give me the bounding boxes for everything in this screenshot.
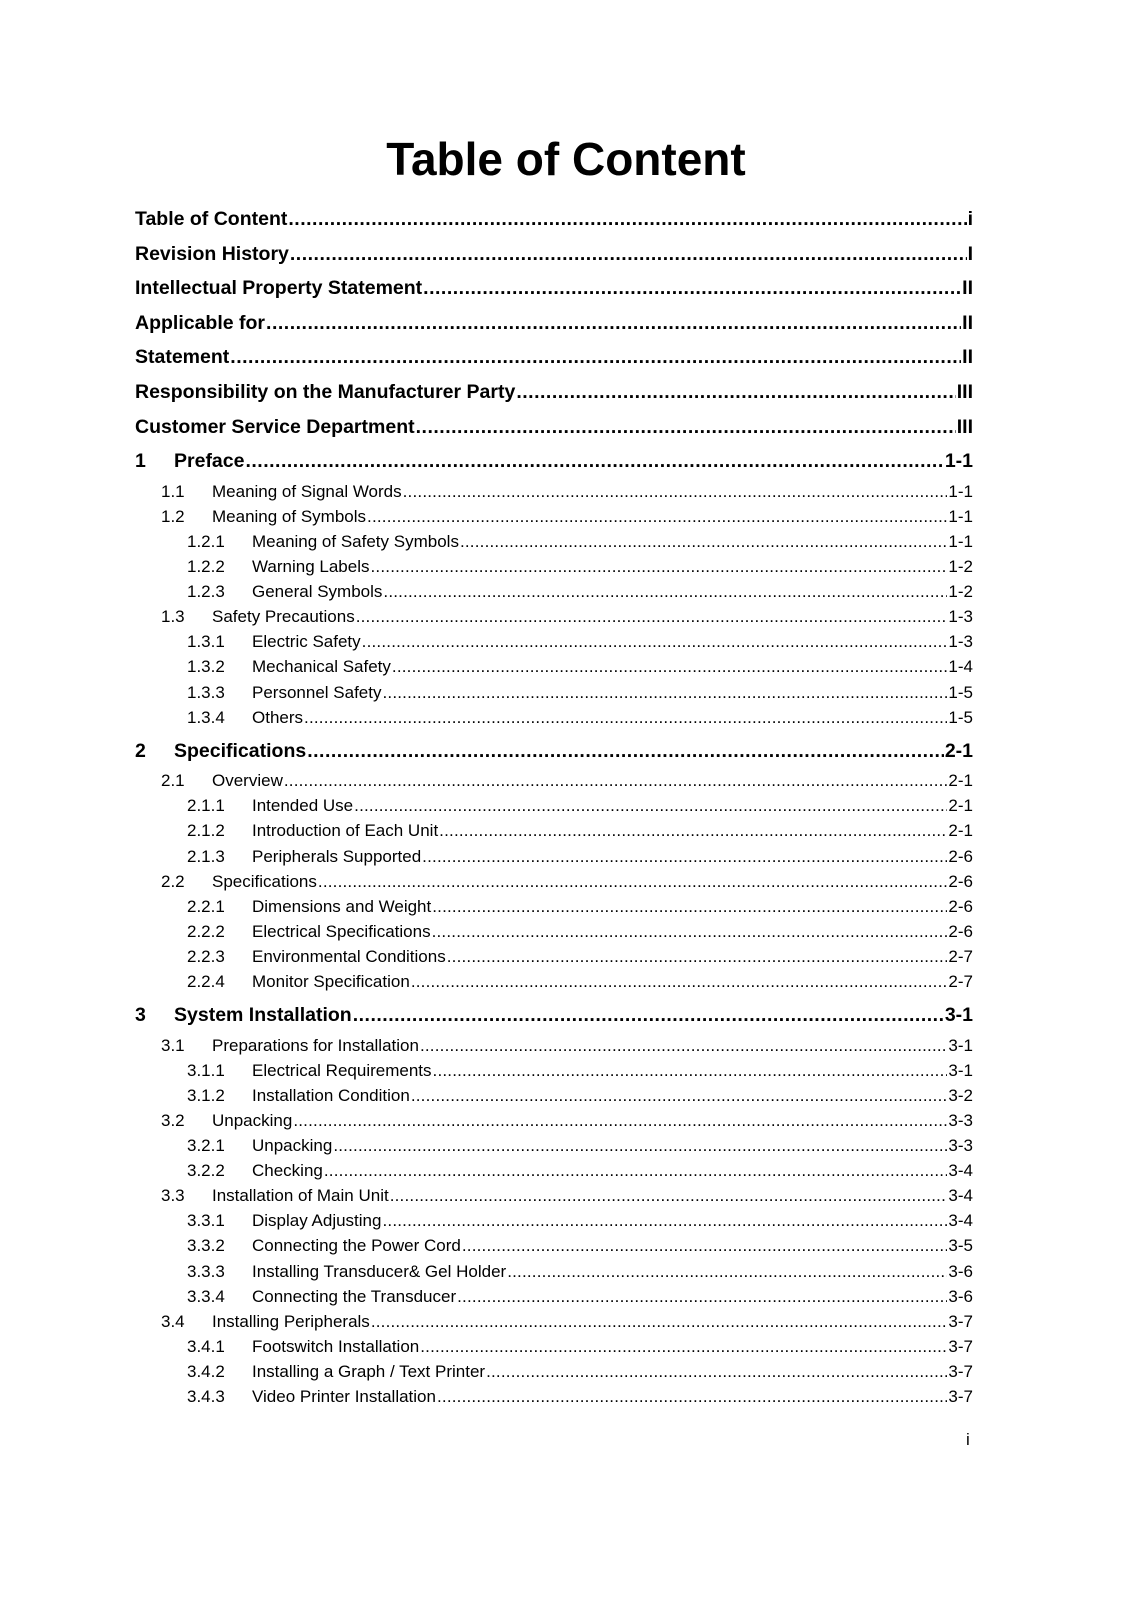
toc-entry[interactable] [135, 1183, 973, 1208]
toc-entry-title: Installation Condition [252, 1085, 410, 1105]
dot-leader [284, 768, 948, 793]
dot-leader [293, 1108, 947, 1133]
toc-entry[interactable] [135, 919, 973, 944]
toc-entry-page: 3-7 [948, 1311, 973, 1331]
toc-entry-title: Environmental Conditions [252, 946, 446, 966]
toc-entry-title: Installing Peripherals [212, 1311, 370, 1331]
toc-entry-title: Preparations for Installation [212, 1035, 419, 1055]
toc-entry[interactable] [135, 894, 973, 919]
toc-entry[interactable] [135, 998, 973, 1033]
toc-entry[interactable] [135, 1334, 973, 1359]
dot-leader [307, 734, 944, 769]
dot-leader [333, 1133, 947, 1158]
toc-entry-title: Monitor Specification [252, 972, 410, 992]
toc-entry-page: 2-1 [948, 771, 973, 791]
toc-entry[interactable] [135, 1259, 973, 1284]
dot-leader [416, 410, 956, 445]
toc-entry-page: 2-1 [944, 739, 973, 762]
dot-leader [367, 504, 947, 529]
toc-entry-number: 1.2.3 [187, 582, 225, 602]
dot-leader [457, 1284, 947, 1309]
dot-leader [266, 306, 961, 341]
dot-leader [411, 1083, 948, 1108]
toc-entry-page: 1-2 [948, 557, 973, 577]
dot-leader [290, 237, 967, 272]
dot-leader [437, 1384, 947, 1409]
toc-entry-number: 3.3.4 [187, 1286, 225, 1306]
dot-leader [447, 944, 948, 969]
toc-entry-page: III [956, 380, 973, 403]
dot-leader [516, 375, 955, 410]
toc-entry-title: Revision History [135, 242, 289, 265]
toc-entry[interactable] [135, 306, 973, 341]
toc-entry-number: 1.2.1 [187, 531, 225, 551]
toc-entry[interactable] [135, 1359, 973, 1384]
dot-leader [507, 1259, 947, 1284]
toc-entry-title: Warning Labels [252, 557, 370, 577]
toc-entry-number: 3.4.2 [187, 1361, 225, 1381]
toc-entry-title: Specifications [174, 739, 307, 762]
toc-entry-number: 3 [135, 1004, 146, 1027]
toc-entry-page: 2-6 [948, 896, 973, 916]
toc-entry[interactable] [135, 504, 973, 529]
toc-entry-number: 2.2.2 [187, 921, 225, 941]
dot-leader [432, 919, 948, 944]
toc-entry-page: 1-5 [948, 682, 973, 702]
toc-entry-page: 2-1 [948, 821, 973, 841]
toc-entry-title: Installation of Main Unit [212, 1186, 389, 1206]
toc-entry-title: Statement [135, 346, 230, 369]
toc-entry-page: 2-6 [948, 846, 973, 866]
dot-leader [403, 479, 948, 504]
toc-entry-title: Meaning of Safety Symbols [252, 531, 459, 551]
toc-entry[interactable] [135, 768, 973, 793]
toc-entry-page: 1-2 [948, 582, 973, 602]
toc-entry-title: Electrical Requirements [252, 1060, 432, 1080]
toc-entry-page: 3-1 [948, 1060, 973, 1080]
toc-entry-title: Applicable for [135, 311, 266, 334]
toc-entry-title: Overview [212, 771, 283, 791]
toc-entry-number: 2.2.4 [187, 972, 225, 992]
toc-entry[interactable] [135, 579, 973, 604]
toc-entry[interactable] [135, 479, 973, 504]
dot-leader [356, 604, 948, 629]
toc-entry-page: 3-6 [948, 1286, 973, 1306]
toc-entry-page: 1-1 [948, 531, 973, 551]
toc-entry-number: 3.1.2 [187, 1085, 225, 1105]
toc-entry-number: 1 [135, 450, 146, 473]
toc-entry-number: 1.1 [161, 481, 185, 501]
dot-leader [362, 629, 948, 654]
toc-entry-title: Unpacking [212, 1111, 293, 1130]
dot-leader [230, 340, 961, 375]
toc-entry-page: 3-4 [948, 1161, 973, 1181]
dot-leader [354, 793, 947, 818]
toc-entry[interactable] [135, 1108, 973, 1133]
toc-entry[interactable] [135, 1158, 973, 1183]
toc-entry[interactable] [135, 202, 973, 237]
dot-leader [382, 1208, 947, 1233]
dot-leader [420, 1334, 947, 1359]
toc-entry[interactable] [135, 1083, 973, 1108]
toc-entry-title: Footswitch Installation [252, 1336, 420, 1356]
toc-entry-page: 3-2 [948, 1085, 973, 1105]
toc-entry-page: II [962, 277, 973, 300]
toc-entry-number: 2.1.3 [187, 846, 225, 866]
toc-entry[interactable] [135, 410, 973, 445]
page-number: i [966, 1430, 970, 1449]
toc-entry-page: 3-3 [948, 1136, 973, 1156]
toc-entry[interactable] [135, 1058, 973, 1083]
toc-entry-title: General Symbols [252, 582, 383, 602]
toc-entry[interactable] [135, 680, 973, 705]
dot-leader [382, 680, 947, 705]
toc-entry-title: Electric Safety [252, 632, 361, 652]
toc-entry-title: System Installation [174, 1004, 352, 1027]
toc-entry-page: 3-1 [948, 1035, 973, 1055]
toc-entry[interactable] [135, 1309, 973, 1334]
toc-entry-number: 2.1 [161, 771, 185, 791]
toc-entry[interactable] [135, 654, 973, 679]
toc-entry-title: Others [252, 707, 304, 727]
dot-leader [392, 654, 948, 679]
dot-leader [486, 1359, 947, 1384]
toc-entry[interactable] [135, 844, 973, 869]
toc-entry-title: Peripherals Supported [252, 846, 422, 866]
toc-entry-title: Meaning of Symbols [212, 506, 367, 526]
toc-entry-number: 2.1.2 [187, 821, 225, 841]
toc-entry-title: Meaning of Signal Words [212, 481, 402, 501]
toc-entry[interactable] [135, 944, 973, 969]
toc-entry[interactable] [135, 629, 973, 654]
toc-entry-number: 1.3.2 [187, 657, 225, 677]
dot-leader [324, 1158, 948, 1183]
toc-entry-number: 3.3 [161, 1186, 185, 1206]
toc-entry[interactable] [135, 1384, 973, 1409]
toc-entry[interactable] [135, 1284, 973, 1309]
toc-entry-page: 3-4 [948, 1186, 973, 1206]
toc-entry-page: 3-3 [948, 1111, 973, 1130]
page-title: Table of Content [386, 133, 746, 185]
toc-entry-number: 3.2.1 [187, 1136, 225, 1156]
toc-entry-title: Preface [174, 450, 245, 473]
toc-entry-page: i [967, 208, 973, 230]
dot-leader [353, 998, 944, 1033]
toc-entry-number: 1.3.4 [187, 707, 225, 727]
toc-entry[interactable] [135, 529, 973, 554]
toc-entry-page: I [967, 242, 973, 265]
toc-entry[interactable] [135, 818, 973, 843]
toc-entry[interactable] [135, 340, 973, 375]
toc-entry-title: Personnel Safety [252, 682, 382, 702]
toc-entry-number: 1.3.1 [187, 632, 225, 652]
toc-entry-page: 1-1 [948, 506, 973, 526]
toc-entry-number: 3.3.3 [187, 1261, 225, 1281]
toc-entry-title: Checking [252, 1161, 323, 1181]
toc-entry-page: 2-6 [948, 871, 973, 891]
toc-entry-title: Connecting the Power Cord [252, 1236, 461, 1256]
dot-leader [390, 1183, 948, 1208]
toc-entry-title: Unpacking [252, 1136, 333, 1156]
toc-entry[interactable] [135, 375, 973, 410]
toc-entry-page: 3-6 [948, 1261, 973, 1281]
toc-entry[interactable] [135, 1033, 973, 1058]
dot-leader [432, 894, 947, 919]
dot-leader [439, 818, 947, 843]
toc-entry-title: Electrical Specifications [252, 921, 431, 941]
toc-entry[interactable] [135, 869, 973, 894]
toc-entry-page: 3-7 [948, 1387, 973, 1407]
toc-entry-number: 3.3.1 [187, 1211, 225, 1231]
dot-leader [423, 271, 961, 306]
toc-entry-number: 3.1 [161, 1035, 185, 1055]
toc-entry[interactable] [135, 705, 973, 730]
dot-leader [462, 1233, 948, 1258]
toc-entry-title: Installing a Graph / Text Printer [252, 1361, 486, 1381]
toc-entry-page: 1-5 [948, 707, 973, 727]
dot-leader [371, 1309, 948, 1334]
toc-entry[interactable] [135, 554, 973, 579]
toc-entry-page: 2-7 [948, 972, 973, 992]
toc-entry-title: Display Adjusting [252, 1211, 382, 1231]
toc-entry-number: 1.2.2 [187, 557, 225, 577]
toc-entry[interactable] [135, 271, 973, 306]
toc-entry[interactable] [135, 734, 973, 769]
toc-entry-page: 1-1 [948, 481, 973, 501]
dot-leader [371, 554, 948, 579]
toc-entry-title: Intellectual Property Statement [135, 277, 423, 300]
toc-entry-page: II [962, 311, 973, 334]
dot-leader [245, 444, 943, 479]
toc-entry-number: 1.3.3 [187, 682, 225, 702]
toc-entry-page: 2-7 [948, 946, 973, 966]
toc-entry-page: 1-4 [948, 657, 973, 677]
toc-entry[interactable] [135, 237, 973, 272]
toc-entry-title: Safety Precautions [212, 607, 355, 627]
toc-entry-title: Connecting the Transducer [252, 1286, 457, 1306]
toc-entry-page: 1-3 [948, 607, 973, 627]
toc-entry-number: 3.4.3 [187, 1387, 225, 1407]
toc-entry-number: 2.2 [161, 871, 185, 891]
dot-leader [288, 202, 966, 237]
toc-entry-page: 3-5 [948, 1236, 973, 1256]
dot-leader [420, 1033, 947, 1058]
toc-entry[interactable] [135, 793, 973, 818]
toc-entry-title: Intended Use [252, 796, 354, 816]
table-of-contents [135, 202, 973, 1409]
toc-entry-page: 3-7 [948, 1361, 973, 1381]
toc-entry[interactable] [135, 604, 973, 629]
dot-leader [383, 579, 947, 604]
toc-entry-title: Responsibility on the Manufacturer Party [135, 380, 516, 403]
dot-leader [318, 869, 948, 894]
toc-entry-number: 2 [135, 739, 146, 762]
toc-entry-number: 3.3.2 [187, 1236, 225, 1256]
dot-leader [304, 705, 947, 730]
toc-entry-number: 1.2 [161, 506, 185, 526]
toc-entry-title: Table of Content [135, 208, 288, 230]
toc-entry-title: Dimensions and Weight [252, 896, 432, 916]
toc-entry-number: 3.2.2 [187, 1161, 225, 1181]
toc-entry-page: II [962, 346, 973, 369]
toc-entry-title: Mechanical Safety [252, 657, 391, 677]
toc-entry-number: 1.3 [161, 607, 185, 627]
toc-entry-number: 3.2 [161, 1111, 185, 1130]
dot-leader [433, 1058, 948, 1083]
toc-entry-number: 3.4.1 [187, 1336, 225, 1356]
toc-entry-page: 3-1 [944, 1004, 973, 1027]
toc-entry-page: 1-1 [944, 450, 973, 473]
dot-leader [411, 969, 948, 994]
toc-entry[interactable] [135, 1233, 973, 1258]
dot-leader [460, 529, 947, 554]
dot-leader [422, 844, 947, 869]
toc-entry[interactable] [135, 444, 973, 479]
toc-entry-number: 2.2.1 [187, 896, 225, 916]
toc-entry-page: 3-4 [948, 1211, 973, 1231]
toc-entry-page: III [956, 415, 973, 438]
toc-entry[interactable] [135, 1208, 973, 1233]
toc-entry[interactable] [135, 1133, 973, 1158]
toc-entry-title: Installing Transducer& Gel Holder [252, 1261, 507, 1281]
toc-entry-page: 1-3 [948, 632, 973, 652]
toc-entry-page: 2-6 [948, 921, 973, 941]
toc-entry-title: Video Printer Installation [252, 1387, 436, 1407]
toc-entry-page: 2-1 [948, 796, 973, 816]
toc-entry-number: 2.1.1 [187, 796, 225, 816]
toc-entry-number: 2.2.3 [187, 946, 225, 966]
toc-entry-title: Introduction of Each Unit [252, 821, 439, 841]
toc-entry-page: 3-7 [948, 1336, 973, 1356]
toc-entry-number: 3.1.1 [187, 1060, 225, 1080]
toc-entry-number: 3.4 [161, 1311, 185, 1331]
toc-entry-title: Customer Service Department [135, 415, 415, 438]
toc-entry-title: Specifications [212, 871, 317, 891]
toc-entry[interactable] [135, 969, 973, 994]
